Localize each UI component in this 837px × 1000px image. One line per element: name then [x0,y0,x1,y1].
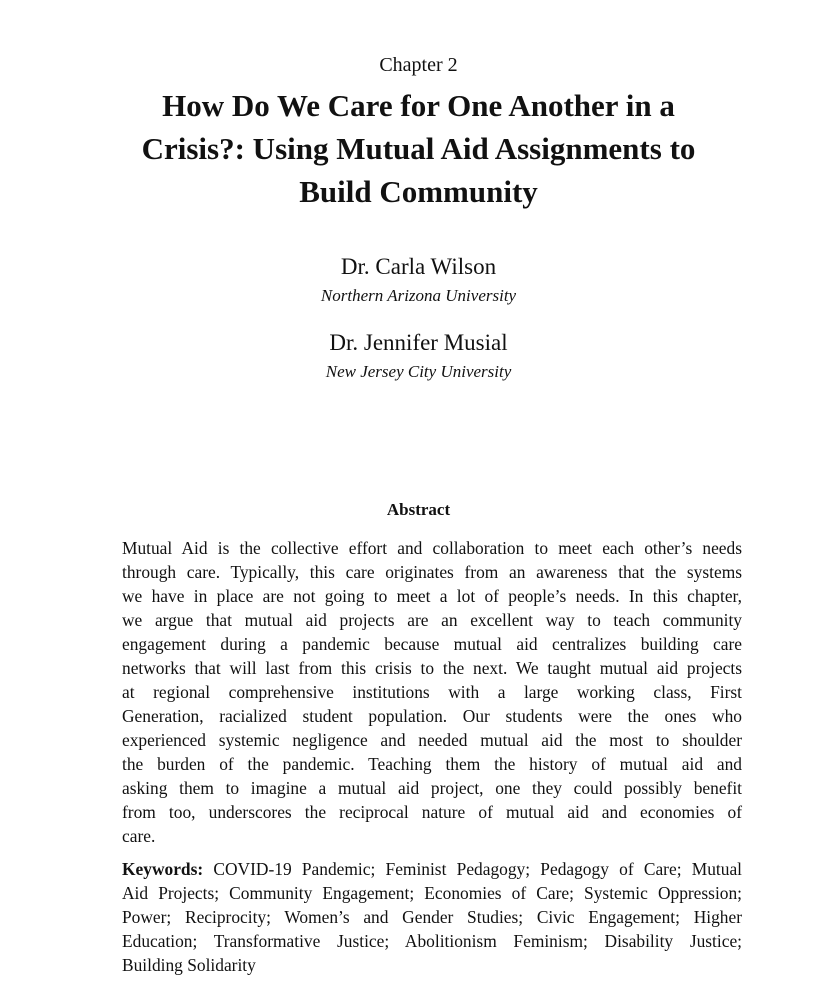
keywords-line: Building Solidarity [122,955,256,975]
author-affiliation: Northern Arizona University [320,286,517,305]
abstract-line: care. [122,826,156,846]
abstract-line: we have in place are not going to meet a lot of people’s needs. In this chapter, [122,586,742,606]
keywords-line [122,857,742,881]
author-name: Dr. Carla Wilson [340,254,497,279]
keywords-label: Keywords: [122,859,204,879]
abstract-line: experienced systemic negligence and needed mutual aid the most to shoulder [122,730,742,750]
abstract-line: Mutual Aid is the collective effort and collaboration to meet each other’s needs [122,538,742,558]
abstract-line: Generation, racialized student population. Our students were the ones who [122,706,742,726]
abstract-line: from too, underscores the reciprocal nature of mutual aid and economies of [122,802,742,822]
keywords-text: COVID-19 Pandemic; Feminist Pedagogy; Pedagogy of Care; Mutual [203,859,742,879]
abstract-line: through care. Typically, this care originates from an awareness that the systems [122,562,742,582]
author-affiliation: New Jersey City University [325,362,512,381]
keywords-line: Aid Projects; Community Engagement; Economies of Care; Systemic Oppression; [122,883,742,903]
keywords-line: Education; Transformative Justice; Abolitionism Feminism; Disability Justice; [122,931,742,951]
abstract-line: asking them to imagine a mutual aid project, one they could possibly benefit [122,778,742,798]
keywords-line: Power; Reciprocity; Women’s and Gender Studies; Civic Engagement; Higher [122,907,742,927]
abstract-line: engagement during a pandemic because mutual aid centralizes building care [122,634,742,654]
keywords [122,857,742,977]
chapter-label: Chapter 2 [379,54,458,76]
author-name: Dr. Jennifer Musial [329,330,508,355]
abstract-line: we argue that mutual aid projects are an excellent way to teach community [122,610,742,630]
title-line: How Do We Care for One Another in a [162,88,675,123]
title-line: Crisis?: Using Mutual Aid Assignments to [141,131,696,166]
abstract-line: at regional comprehensive institutions with a large working class, First [122,682,742,702]
abstract-line: networks that will last from this crisis to the next. We taught mutual aid projects [122,658,742,678]
abstract-body [122,536,742,848]
chapter-title [0,84,837,213]
abstract-line: the burden of the pandemic. Teaching them the history of mutual aid and [122,754,742,774]
abstract-heading: Abstract [386,500,451,519]
title-line: Build Community [299,174,538,209]
